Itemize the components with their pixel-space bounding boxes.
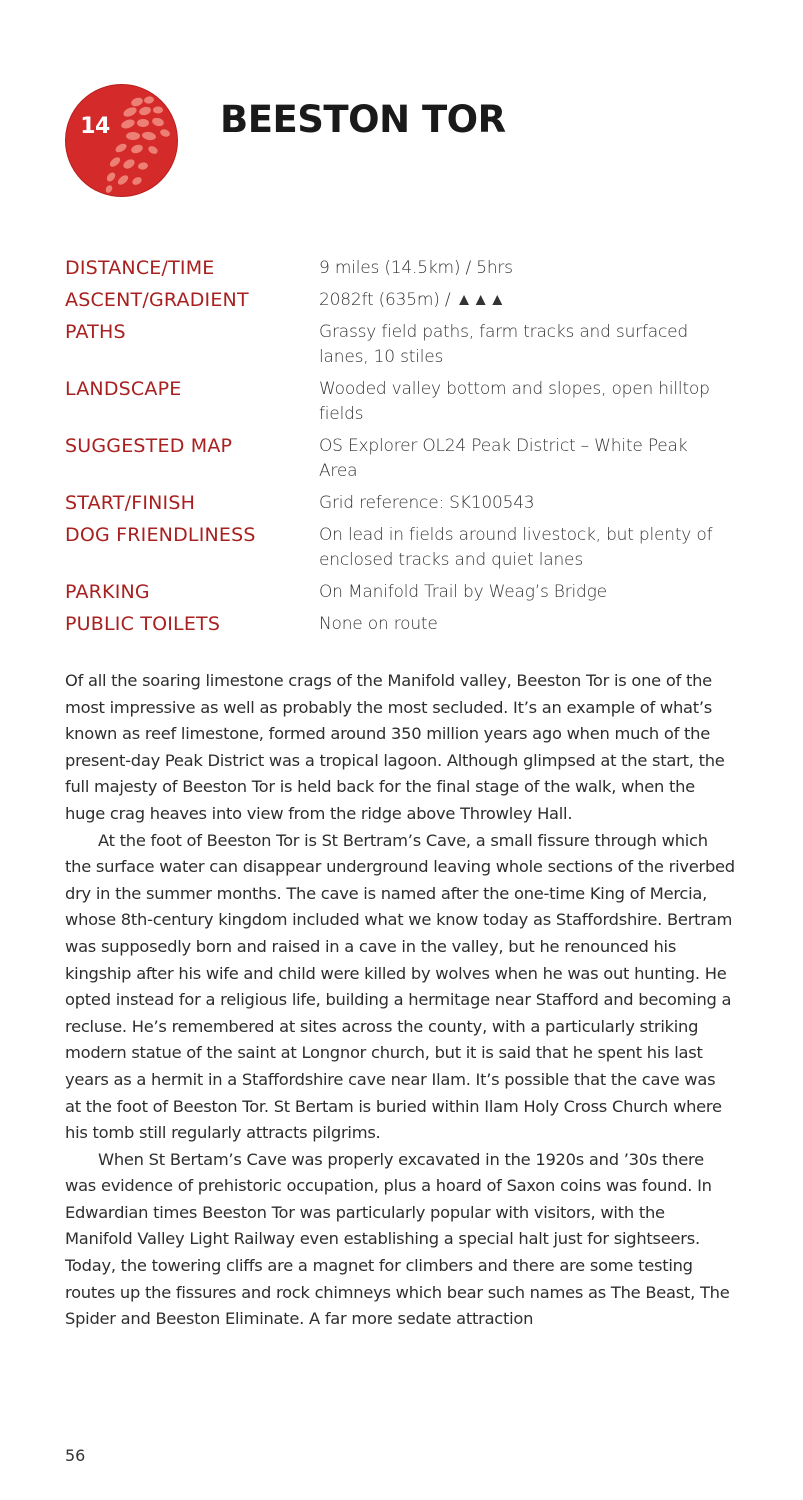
fact-row-landscape: [65, 377, 745, 427]
fact-row-start: [65, 491, 745, 516]
fact-row-paths: [65, 320, 745, 370]
walk-facts-table: [65, 256, 745, 644]
fact-value: None on route: [319, 614, 438, 634]
fact-row-map: [65, 434, 745, 484]
footprints-icon: [65, 84, 178, 197]
fact-label: START/FINISH: [65, 492, 196, 514]
fact-label: SUGGESTED MAP: [65, 435, 233, 457]
fact-label: DOG FRIENDLINESS: [65, 524, 256, 546]
fact-row-distance: [65, 256, 745, 281]
paragraph: Of all the soaring limestone crags of the Manifold valley, Beeston Tor is one of the most impressive as well as probably the most secluded. It’s an example of what’s known as reef limestone, formed around 350 million years ago when much of the present-day Peak District was a tropical lagoon. Although glimpsed at the start, the full majesty of Beeston Tor is held back for the final stage of the walk, when the huge crag heaves into view from the ridge above Throwley Hall.: [65, 671, 725, 823]
walk-number-badge: [65, 84, 178, 197]
paragraph: At the foot of Beeston Tor is St Bertram’s Cave, a small fissure through which the surface water can disappear underground leaving whole sections of the riverbed dry in the summer months. The cave is named after the one-time King of Mercia, whose 8th-century kingdom included what we know today as Staffordshire. Bertram was supposedly born and raised in a cave in the valley, but he renounced his kingship after his wife and child were killed by wolves when he was out hunting. He opted instead for a religious life, building a hermitage near Stafford and becoming a recluse. He’s remembered at sites across the county, with a particularly striking modern statue of the saint at Longnor church, but it is said that he spent his last years as a hermit in a Staffordshire cave near Ilam. It’s possible that the cave was at the foot of Beeston Tor. St Bertam is buried within Ilam Holy Cross Church where his tomb still regularly attracts pilgrims.: [65, 830, 735, 1143]
fact-value: Wooded valley bottom and slopes, open hilltop fields: [319, 379, 710, 424]
fact-row-ascent: [65, 288, 745, 313]
fact-label: DISTANCE/TIME: [65, 257, 215, 279]
fact-value: 9 miles (14.5km) / 5hrs: [319, 258, 513, 278]
fact-value: Grid reference: SK100543: [319, 493, 535, 513]
page-title: BEESTON TOR: [220, 98, 506, 141]
fact-row-parking: [65, 580, 745, 605]
page-number: 56: [65, 1446, 86, 1465]
fact-value: 2082ft (635m) / ▲▲▲: [319, 290, 506, 310]
fact-value: On Manifold Trail by Weag’s Bridge: [319, 582, 607, 602]
fact-value: OS Explorer OL24 Peak District – White Peak Area: [319, 436, 688, 481]
fact-row-dogs: [65, 523, 745, 573]
fact-label: PUBLIC TOILETS: [65, 613, 221, 635]
walk-number: 14: [80, 114, 110, 139]
fact-label: PATHS: [65, 321, 126, 343]
fact-label: LANDSCAPE: [65, 378, 182, 400]
fact-value: Grassy field paths, farm tracks and surfaced lanes, 10 stiles: [319, 322, 688, 367]
body-text: [65, 668, 735, 1333]
fact-value: On lead in fields around livestock, but plenty of enclosed tracks and quiet lanes: [319, 525, 713, 570]
fact-row-toilets: [65, 612, 745, 637]
paragraph: When St Bertam’s Cave was properly excavated in the 1920s and ’30s there was evidence of prehistoric occupation, plus a hoard of Saxon coins was found. In Edwardian times Beeston Tor was particularly popular with visitors, with the Manifold Valley Light Railway even establishing a special halt just for sightseers. Today, the towering cliffs are a magnet for climbers and there are some testing routes up the fissures and rock chimneys which bear such names as The Beast, The Spider and Beeston Eliminate. A far more sedate attraction: [65, 1149, 730, 1329]
fact-label: ASCENT/GRADIENT: [65, 289, 249, 311]
fact-label: PARKING: [65, 581, 150, 603]
